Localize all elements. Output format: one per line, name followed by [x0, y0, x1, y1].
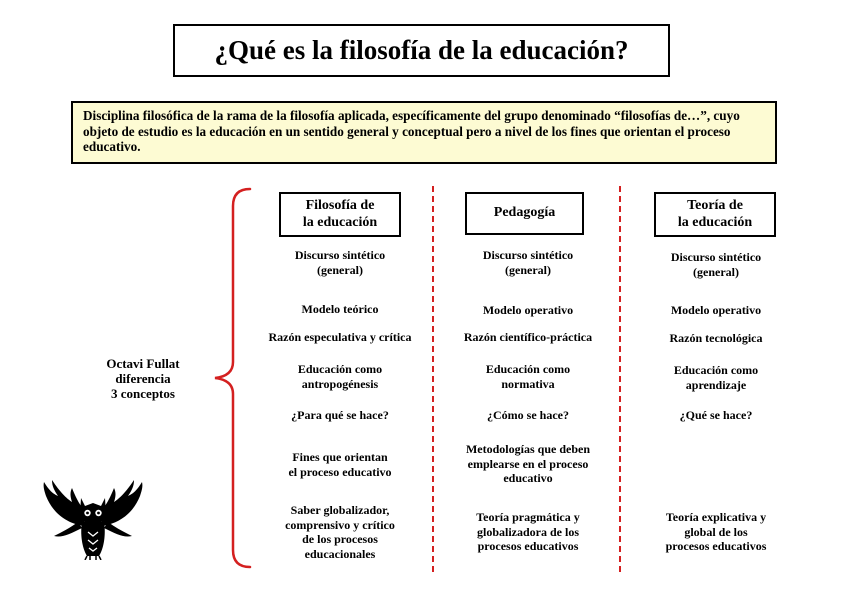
cell-line: Razón tecnológica	[669, 331, 763, 345]
cell-line: comprensivo y crítico	[285, 517, 395, 532]
cell-line: antropogénesis	[301, 376, 379, 391]
cell-line: Educación como	[297, 362, 383, 376]
definition-box	[71, 101, 777, 164]
column-divider	[432, 186, 434, 572]
side-label-line: diferencia	[115, 370, 171, 386]
curly-brace-icon	[205, 186, 255, 570]
cell-modelo	[443, 303, 613, 318]
cell-pregunta	[443, 408, 613, 423]
cell-line: Discurso sintético	[482, 248, 574, 262]
owl-icon	[40, 476, 146, 560]
cell-razon	[443, 330, 613, 345]
cell-line: procesos educativos	[477, 539, 579, 554]
cell-razon	[631, 331, 801, 346]
cell-line: procesos educativos	[665, 539, 767, 554]
cell-line: de los procesos	[302, 532, 378, 547]
cell-line: Discurso sintético	[294, 248, 386, 262]
cell-discurso	[443, 248, 613, 277]
cell-educacion	[443, 362, 613, 391]
cell-line: educacionales	[304, 546, 376, 561]
cell-line: Discurso sintético	[670, 250, 762, 264]
cell-line: ¿Para qué se hace?	[291, 408, 389, 422]
definition-text: Disciplina filosófica de la rama de la filosofía aplicada, específicamente del grupo denominado “filosofías de…”, cuyo objeto de estudio es la educación en un sentido general y conceptual pero a nivel de los fines que orientan el proceso educativo.	[83, 108, 740, 155]
heading-line: la educación	[677, 214, 753, 230]
cell-line: globalizadora de los	[476, 524, 579, 539]
cell-line: global de los	[684, 524, 748, 539]
cell-line: Fines que orientan	[292, 450, 388, 464]
cell-line: Teoría pragmática y	[476, 510, 580, 524]
cell-pregunta	[631, 408, 801, 423]
cell-line: Educación como	[673, 363, 759, 377]
cell-discurso	[255, 248, 425, 277]
column-heading-pedagogia	[465, 192, 584, 235]
cell-line: Saber globalizador,	[290, 503, 390, 517]
cell-line: normativa	[501, 376, 555, 391]
cell-line: Educación como	[485, 362, 571, 376]
column-heading-filosofia	[279, 192, 401, 237]
cell-line: ¿Cómo se hace?	[487, 408, 569, 422]
column-divider	[619, 186, 621, 572]
cell-line: ¿Qué se hace?	[679, 408, 753, 422]
side-label	[98, 357, 188, 402]
cell-pregunta	[255, 408, 425, 423]
page-title	[173, 24, 670, 77]
cell-line: Teoría explicativa y	[665, 510, 767, 524]
cell-metodologias	[443, 442, 613, 486]
heading-line: Filosofía de	[305, 198, 375, 214]
cell-line: Modelo operativo	[482, 303, 574, 317]
heading-line: Pedagogía	[493, 205, 556, 221]
cell-modelo	[255, 302, 425, 317]
cell-line: (general)	[505, 262, 551, 277]
column-heading-teoria	[654, 192, 776, 237]
cell-modelo	[631, 303, 801, 318]
cell-line: Razón científico-práctica	[463, 330, 593, 344]
cell-line: Metodologías que deben	[465, 442, 590, 456]
cell-line: Modelo operativo	[670, 303, 762, 317]
cell-line: el proceso educativo	[288, 464, 392, 479]
cell-teoria	[631, 510, 801, 554]
cell-line: emplearse en el proceso	[467, 456, 589, 471]
cell-line: educativo	[503, 471, 553, 486]
cell-line: Modelo teórico	[301, 302, 379, 316]
side-label-line: 3 conceptos	[111, 385, 175, 401]
cell-line: Razón especulativa y crítica	[268, 330, 412, 344]
cell-line: aprendizaje	[685, 377, 747, 392]
cell-fines	[255, 450, 425, 479]
cell-razon	[255, 330, 425, 345]
cell-educacion	[631, 363, 801, 392]
side-label-line: Octavi Fullat	[106, 356, 180, 371]
cell-line: (general)	[693, 264, 739, 279]
cell-teoria	[443, 510, 613, 554]
heading-line: la educación	[302, 214, 378, 230]
cell-line: (general)	[317, 262, 363, 277]
cell-educacion	[255, 362, 425, 391]
page-title-text: ¿Qué es la filosofía de la educación?	[214, 35, 629, 65]
cell-discurso	[631, 250, 801, 279]
cell-saber	[255, 503, 425, 562]
heading-line: Teoría de	[687, 198, 743, 214]
